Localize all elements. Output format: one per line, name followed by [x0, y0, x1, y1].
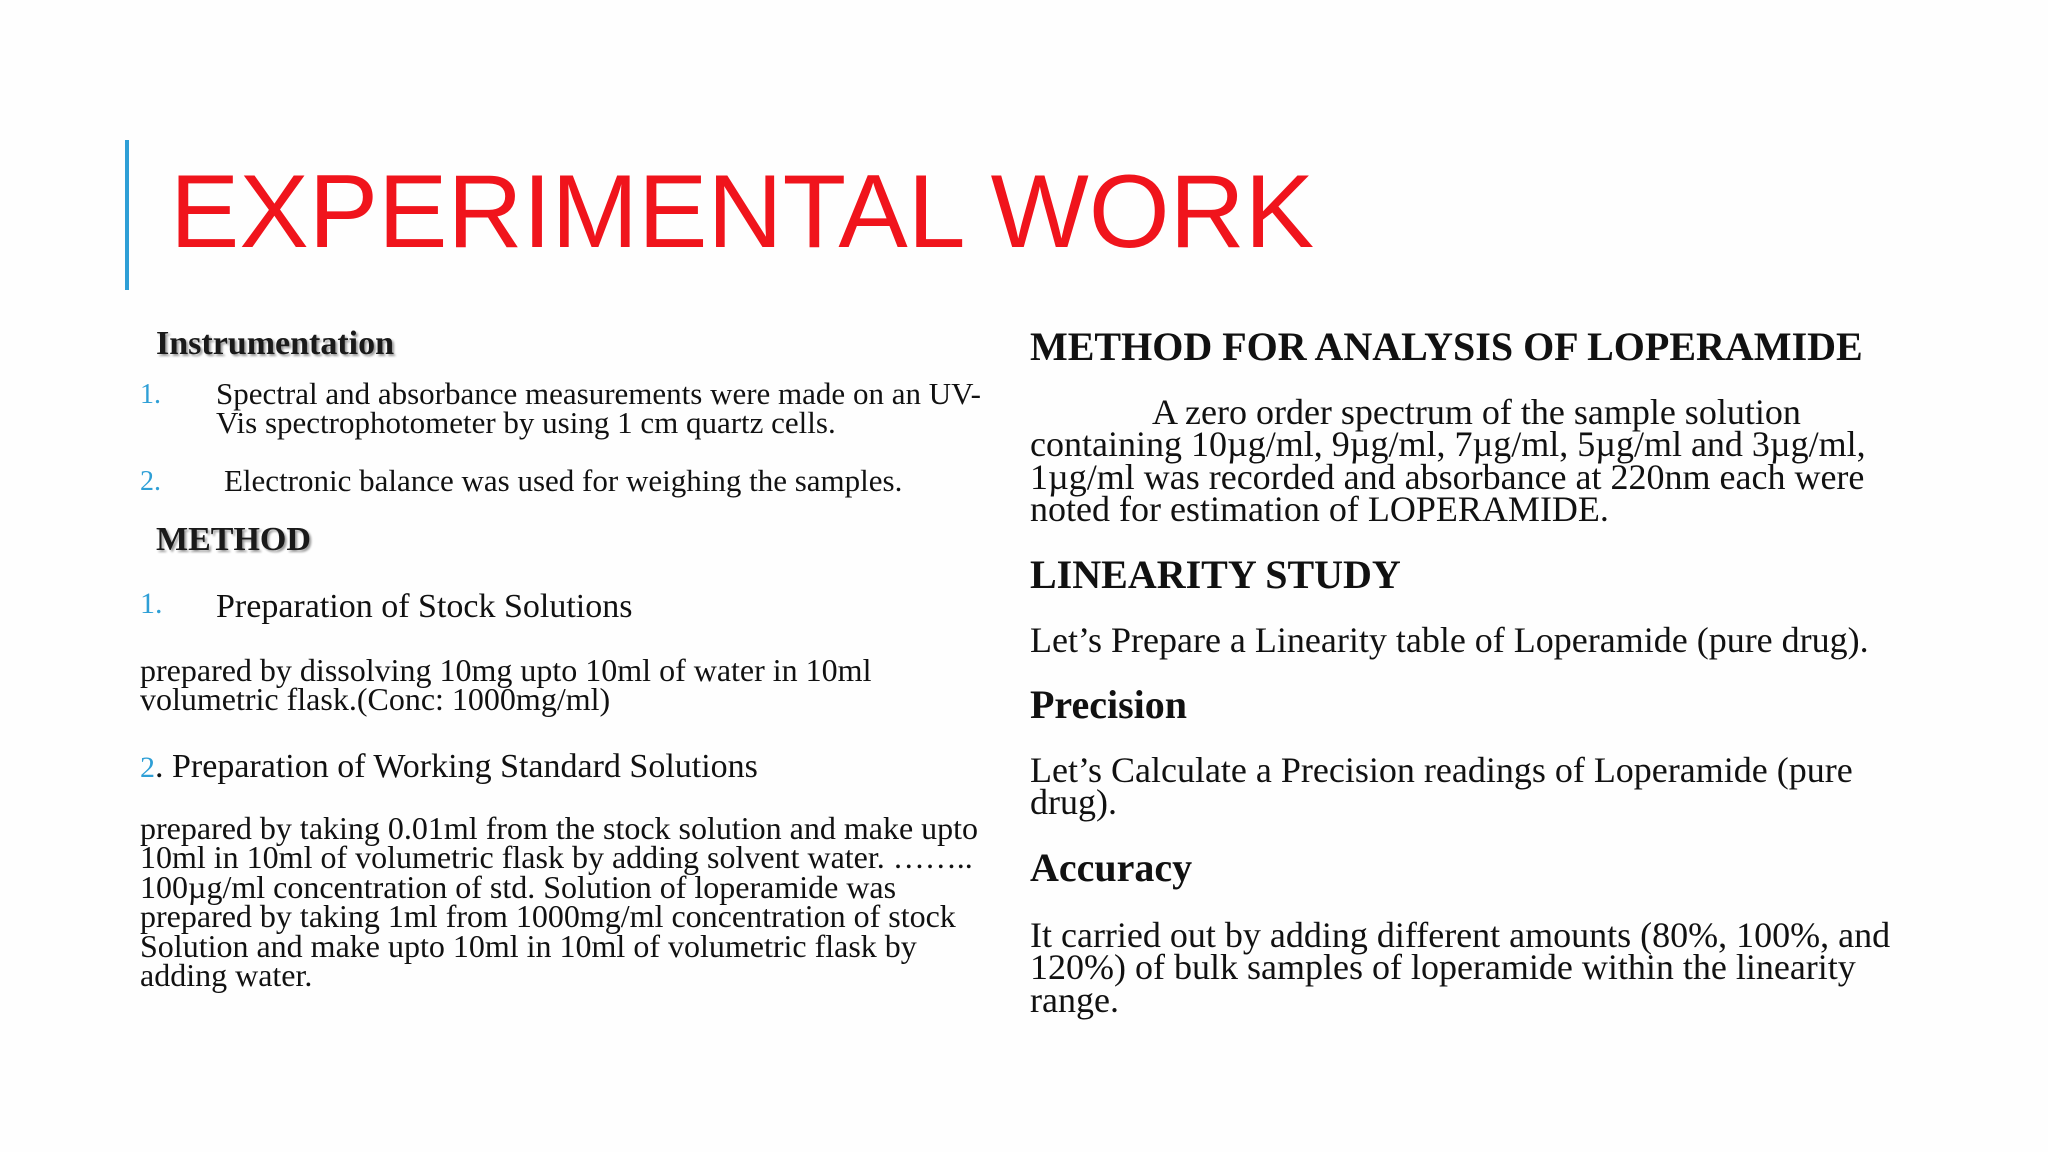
slide-title: EXPERIMENTAL WORK: [170, 154, 1315, 270]
instrument-item-2-text: Electronic balance was used for weighing the samples.: [224, 463, 903, 499]
accuracy-text: It carried out by adding different amounts (80%, 100%, and 120%) of bulk samples of loperamide within the linearity range.: [1030, 914, 1891, 1020]
stock-solution-step: [140, 588, 990, 625]
linearity-text: Let’s Prepare a Linearity table of Loperamide (pure drug).: [1030, 619, 1869, 660]
instrument-item-1: [140, 376, 990, 440]
working-standard-description: prepared by taking 0.01ml from the stock solution and make upto 10ml in 10ml of volumetric flask by adding solvent water. …….. 100µg/ml concentration of std. Solution of loperamide was prepared by taking 1ml from 1000mg/ml concentration of stock Solution and make upto 10ml in 10ml of volumetric flask by adding water.: [140, 809, 979, 994]
instrument-item-1-text: Spectral and absorbance measurements were made on an UV-Vis spectrophotometer by using 1 cm quartz cells.: [216, 376, 981, 440]
left-column: [140, 325, 990, 994]
right-column: [1030, 324, 1930, 1020]
method-heading: METHOD: [156, 520, 311, 558]
working-standard-step-label: . Preparation of Working Standard Solutions: [155, 748, 758, 786]
stock-solution-step-label: Preparation of Stock Solutions: [216, 588, 633, 626]
method-analysis-heading: METHOD FOR ANALYSIS OF LOPERAMIDE: [1030, 324, 1863, 369]
instrument-item-2: [140, 463, 990, 499]
precision-text: Let’s Calculate a Precision readings of Loperamide (pure drug).: [1030, 749, 1853, 823]
instrumentation-heading: Instrumentation: [156, 325, 395, 362]
working-standard-step: [140, 748, 990, 785]
linearity-heading: LINEARITY STUDY: [1030, 551, 1401, 597]
accuracy-heading: Accuracy: [1030, 844, 1193, 890]
method-analysis-text: A zero order spectrum of the sample solution containing 10µg/ml, 9µg/ml, 7µg/ml, 5µg/ml and 3µg/ml, 1µg/ml was recorded and absorbance at 220nm each were noted for estimation of LOPERAMIDE.: [1030, 392, 1866, 530]
precision-heading: Precision: [1030, 681, 1188, 727]
stock-solution-step-number: 1.: [140, 587, 163, 621]
working-standard-step-number: 2: [140, 751, 155, 785]
instrument-item-1-number: 1.: [140, 379, 161, 411]
stock-solution-description: prepared by dissolving 10mg upto 10ml of water in 10ml volumetric flask.(Conc: 1000mg/ml): [140, 651, 872, 718]
title-accent-bar: [125, 140, 129, 290]
instrument-item-2-number: 2.: [140, 466, 161, 498]
